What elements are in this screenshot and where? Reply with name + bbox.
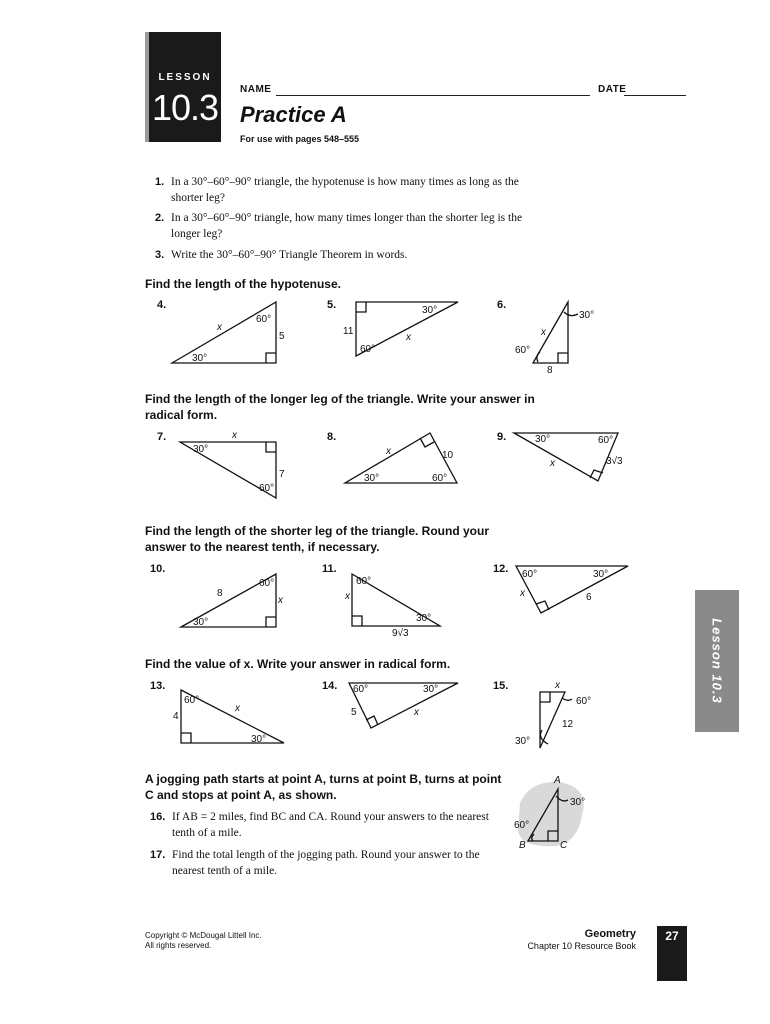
point-c-label: C <box>560 840 568 851</box>
question-number: 1. <box>155 176 165 188</box>
page-number: 27 <box>665 929 679 943</box>
question-text: In a 30°–60°–90° triangle, the hypotenuse is how many times as long as the shorter leg? <box>171 176 519 204</box>
page-number-box <box>657 926 687 981</box>
label: 60° <box>515 345 531 356</box>
label: x <box>345 591 350 602</box>
problem-number-12: 12. <box>493 563 509 575</box>
label: 5 <box>351 707 357 718</box>
section-heading-longer-leg: Find the length of the longer leg of the triangle. Write your answer in radical form. <box>145 392 535 422</box>
label: x <box>550 458 555 469</box>
label: x <box>555 680 560 691</box>
label: 11 <box>343 326 354 337</box>
question-number: 17. <box>150 849 166 861</box>
label: x <box>235 703 240 714</box>
label: 30° <box>422 305 438 316</box>
label: 60° <box>522 569 538 580</box>
problem-number-6: 6. <box>497 299 507 311</box>
problem-number-13: 13. <box>150 680 166 692</box>
label: x <box>541 327 546 338</box>
lesson-number: 10.3 <box>151 87 219 128</box>
label: 30° <box>535 434 551 445</box>
label: 4 <box>173 711 179 722</box>
label: 30° <box>423 684 439 695</box>
label: x <box>232 430 237 441</box>
problem-number-7: 7. <box>157 431 167 443</box>
label: 60° <box>259 483 275 494</box>
section-heading-value-x: Find the value of x. Write your answer in radical form. <box>145 657 451 671</box>
angle-b-label: 60° <box>514 820 530 831</box>
label: 8 <box>217 588 223 599</box>
question-text: Find the total length of the jogging path. Round your answer to the nearest tenth of a mile. <box>172 849 480 877</box>
label: 30° <box>192 353 208 364</box>
label: 30° <box>193 617 209 628</box>
section-heading-shorter-leg: Find the length of the shorter leg of the triangle. Round your answer to the nearest tenth, if necessary. <box>145 524 489 554</box>
label: 30° <box>193 444 209 455</box>
problem-number-8: 8. <box>327 431 337 443</box>
problem-number-5: 5. <box>327 299 337 311</box>
label: 9√3 <box>392 628 409 639</box>
side-tab-label: Lesson 10.3 <box>709 618 725 704</box>
angle-a-label: 30° <box>570 797 586 808</box>
problem-number-15: 15. <box>493 680 509 692</box>
question-number: 3. <box>155 249 165 261</box>
question-number: 16. <box>150 811 166 823</box>
label: 5 <box>279 331 285 342</box>
point-b-label: B <box>519 840 526 851</box>
label: 30° <box>593 569 609 580</box>
name-label: NAME <box>240 84 272 95</box>
page-title: Practice A <box>240 102 347 127</box>
label: 60° <box>356 576 372 587</box>
problem-number-14: 14. <box>322 680 338 692</box>
copyright-line-1: Copyright © McDougal Littell Inc. <box>145 931 262 940</box>
label: 30° <box>251 734 267 745</box>
label: 60° <box>184 695 200 706</box>
label: x <box>520 588 525 599</box>
label: 30° <box>515 736 531 747</box>
triangle-6 <box>533 302 578 363</box>
section-heading-hypotenuse: Find the length of the hypotenuse. <box>145 277 341 291</box>
label: x <box>406 332 411 343</box>
label: 8 <box>547 365 553 376</box>
problem-number-9: 9. <box>497 431 507 443</box>
question-text: If AB = 2 miles, find BC and CA. Round your answers to the nearest tenth of a mile. <box>172 811 489 839</box>
problem-number-10: 10. <box>150 563 166 575</box>
label: 60° <box>256 314 272 325</box>
label: 60° <box>360 344 376 355</box>
label: x <box>278 595 283 606</box>
copyright-line-2: All rights reserved. <box>145 941 212 950</box>
copyright-notice <box>145 931 262 951</box>
label: 12 <box>562 719 574 730</box>
label: 3√3 <box>606 456 623 467</box>
lesson-side-tab <box>695 590 739 732</box>
triangle-4 <box>172 302 276 363</box>
jogging-path-figure <box>518 782 584 846</box>
label: 60° <box>259 578 275 589</box>
page-subtitle: For use with pages 548–555 <box>240 134 360 144</box>
section-heading-jogging: A jogging path starts at point A, turns at point B, turns at point C and stops at point A, as shown. <box>145 772 502 802</box>
lesson-label: LESSON <box>158 72 212 83</box>
label: 7 <box>279 469 285 480</box>
question-number: 2. <box>155 212 165 224</box>
problem-number-4: 4. <box>157 299 167 311</box>
label: x <box>414 707 419 718</box>
label: 30° <box>364 473 380 484</box>
question-text: Write the 30°–60°–90° Triangle Theorem in words. <box>171 249 408 261</box>
book-subtitle: Chapter 10 Resource Book <box>527 941 636 951</box>
question-text: In a 30°–60°–90° triangle, how many times longer than the shorter leg is the longer leg? <box>171 212 523 240</box>
point-a-label: A <box>554 775 561 786</box>
label: 60° <box>353 684 369 695</box>
label: 60° <box>432 473 448 484</box>
label: x <box>386 446 391 457</box>
problem-number-11: 11. <box>322 563 337 575</box>
label: 10 <box>442 450 454 461</box>
label: 30° <box>416 613 432 624</box>
label: 6 <box>586 592 592 603</box>
label: x <box>217 322 222 333</box>
book-title: Geometry <box>584 928 636 940</box>
label: 30° <box>579 310 595 321</box>
label: 60° <box>598 435 614 446</box>
label: 60° <box>576 696 592 707</box>
date-label: DATE <box>598 84 627 95</box>
